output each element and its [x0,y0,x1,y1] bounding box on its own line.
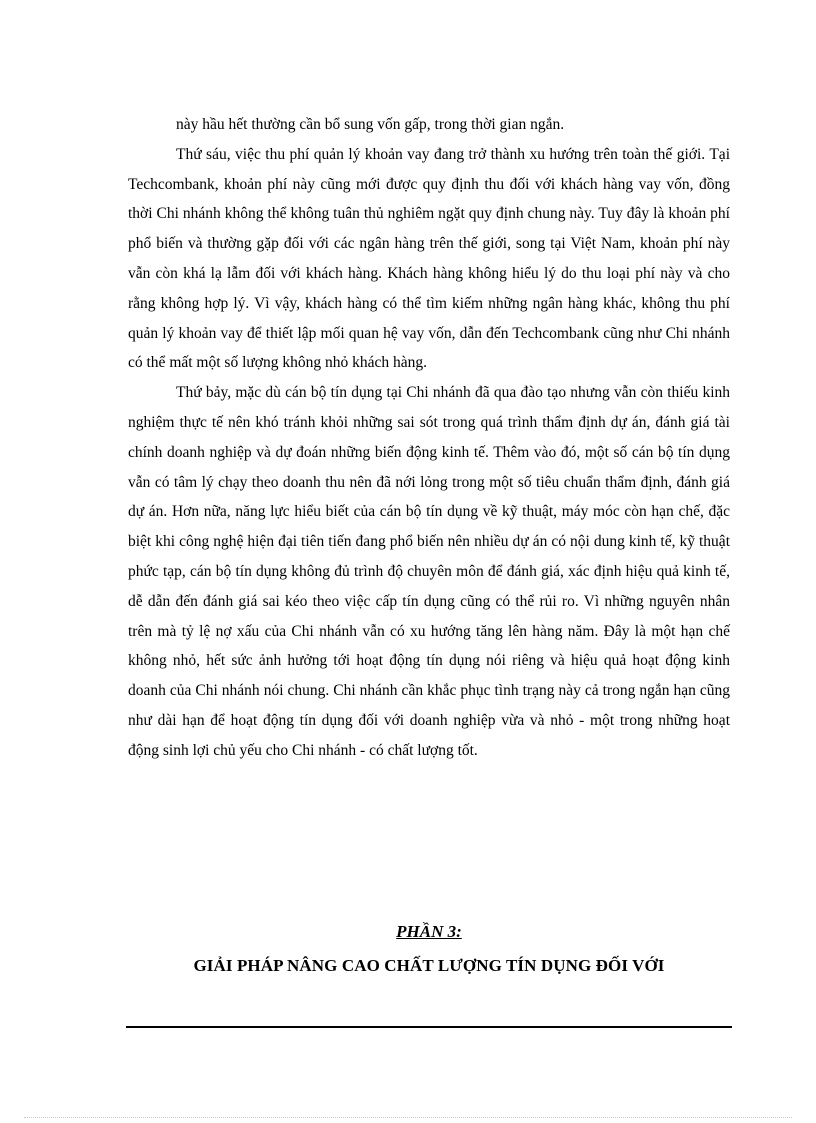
page-bottom-dotted-border [24,1117,792,1118]
paragraph-continuation: này hầu hết thường cần bổ sung vốn gấp, trong thời gian ngắn. [176,116,565,133]
paragraph-thu-bay: Thứ bảy, mặc dù cán bộ tín dụng tại Chi nhánh đã qua đào tạo nhưng vẫn còn thiếu kinh nghiệm thực tế nên khó tránh khỏi những sai sót trong quá trình thẩm định dự án, đánh giá tài chính doanh nghiệp và dự đoán những biến động kinh tế. Thêm vào đó, một số cán bộ tín dụng vẫn có tâm lý chạy theo doanh thu nên đã nới lỏng trong một số tiêu chuẩn thẩm định, đánh giá dự án. Hơn nữa, năng lực hiểu biết của cán bộ tín dụng về kỹ thuật, máy móc còn hạn chế, đặc biệt khi công nghệ hiện đại tiên tiến đang phổ biến nên nhiều dự án có nội dung kinh tế, kỹ thuật phức tạp, cán bộ tín dụng không đủ trình độ chuyên môn để đánh giá, xác định hiệu quả kinh tế, dễ dẫn đến đánh giá sai kéo theo việc cấp tín dụng cũng có thể rủi ro. Vì những nguyên nhân trên mà tỷ lệ nợ xấu của Chi nhánh vẫn có xu hướng tăng lên hàng năm. Đây là một hạn chế không nhỏ, hết sức ảnh hưởng tới hoạt động tín dụng nói riêng và hiệu quả hoạt động kinh doanh của Chi nhánh nói chung. Chi nhánh cần khắc phục tình trạng này cả trong ngắn hạn cũng như dài hạn để hoạt động tín dụng đối với doanh nghiệp vừa và nhỏ - một trong những hoạt động sinh lợi chủ yếu cho Chi nhánh - có chất lượng tốt. [128,384,730,759]
body-text [128,110,730,766]
section-title: GIẢI PHÁP NÂNG CAO CHẤT LƯỢNG TÍN DỤNG ĐỐI VỚI [193,956,665,975]
paragraph-thu-sau: Thứ sáu, việc thu phí quản lý khoản vay đang trở thành xu hướng trên toàn thế giới. Tại Techcombank, khoản phí này cũng mới được quy định thu đối với khách hàng vay vốn, đồng thời Chi nhánh không thể không tuân thủ nghiêm ngặt quy định chung này. Tuy đây là khoản phí phổ biến và thường gặp đối với các ngân hàng trên thế giới, song tại Việt Nam, khoản phí này vẫn còn khá lạ lẫm đối với khách hàng. Khách hàng không hiểu lý do thu loại phí này và cho rằng không hợp lý. Vì vậy, khách hàng có thể tìm kiếm những ngân hàng khác, không thu phí quản lý khoản vay để thiết lập mối quan hệ vay vốn, dẫn đến Techcombank cũng như Chi nhánh có thể mất một số lượng không nhỏ khách hàng. [128,145,730,372]
section-heading: PHẦN 3: [396,922,462,941]
horizontal-rule [126,1026,732,1028]
